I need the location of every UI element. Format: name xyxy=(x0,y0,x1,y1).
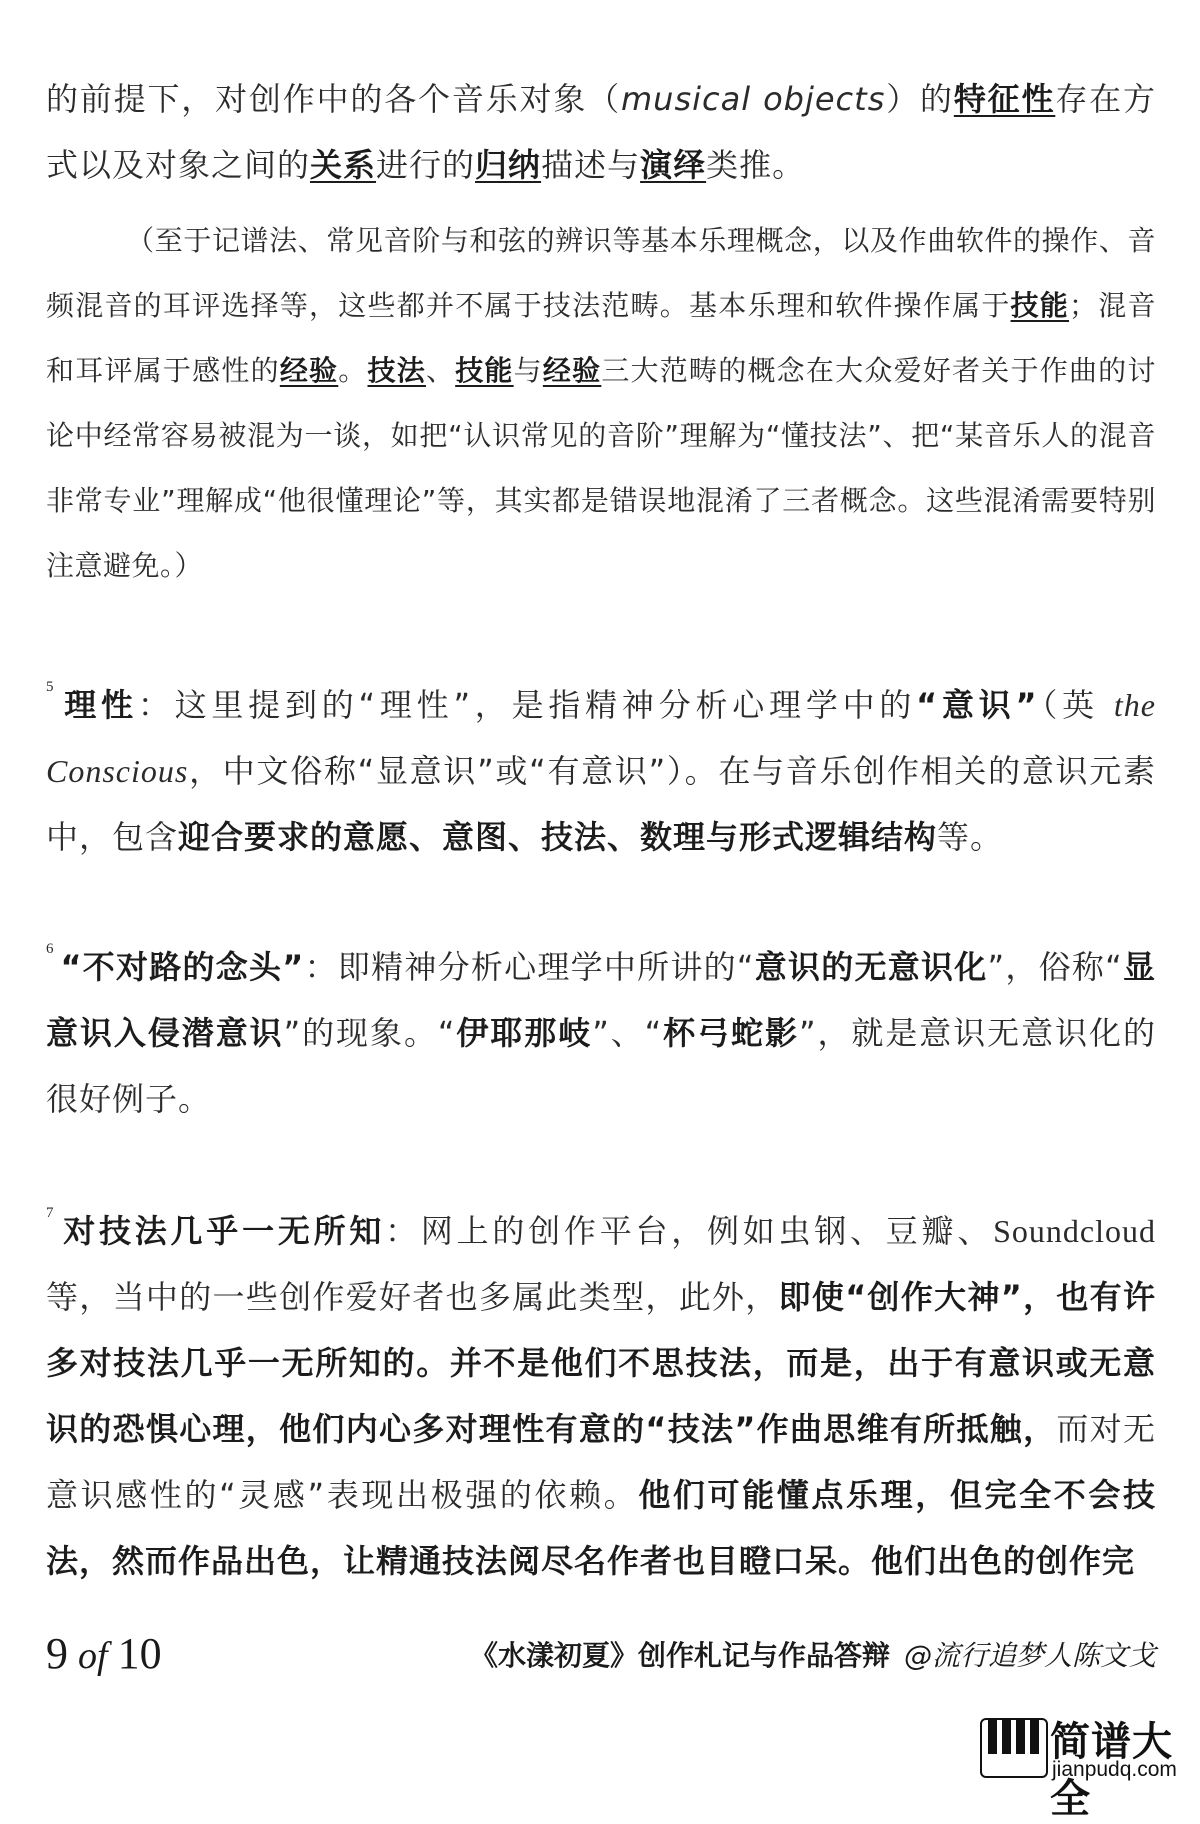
footnote-term: 对技法几乎一无所知 xyxy=(60,1212,386,1250)
footnote-term: 理性 xyxy=(60,686,138,724)
keyword-feature: 特征性 xyxy=(953,80,1056,118)
footnote-number: 5 xyxy=(46,679,55,695)
keyword-skill-2: 技能 xyxy=(455,354,514,387)
keyword-experience: 经验 xyxy=(279,354,339,387)
watermark-url: jianpudq.com xyxy=(1052,1758,1177,1781)
author-handle: @流行追梦人陈文戈 xyxy=(903,1639,1156,1672)
keyword-relation: 关系 xyxy=(310,146,377,184)
footnote-5: $^5$ 理性：这里提到的“理性”，是指精神分析心理学中的“意识”（英 the Conscious，中文俗称“显意识”或“有意识”）。在与音乐创作相关的意识元素中，包含迎合要求的意愿、意图、技法、数理与形式逻辑结构等。 xyxy=(46,679,1156,856)
footnote-term: “不对路的念头” xyxy=(60,948,305,986)
keyword-experience-2: 经验 xyxy=(542,354,602,387)
note-paragraph: （至于记谱法、常见音阶与和弦的辨识等基本乐理概念，以及作曲软件的操作、音频混音的耳评选择等，这些都并不属于技法范畴。基本乐理和软件操作属于技能；混音和耳评属于感性的经验。技法、技能与经验三大范畴的概念在大众爱好者关于作曲的讨论中经常容易被混为一谈，如把“认识常见的音阶”理解为“懂技法”、把“某音乐人的混音非常专业”理解成“他很懂理论”等，其实都是错误地混淆了三者概念。这些混淆需要特别注意避免。） xyxy=(46,224,1156,582)
piano-keys-icon xyxy=(980,1718,1048,1778)
watermark-name: 简谱大全 xyxy=(1050,1719,1173,1822)
footnote-7: $^7$ 对技法几乎一无所知：网上的创作平台，例如虫钢、豆瓣、Soundcloud 等，当中的一些创作爱好者也多属此类型，此外，即使“创作大神”，也有许多对技法几乎一无所知的。并不是他们不思技法，而是，出于有意识或无意识的恐惧心理，他们内心多对理性有意的“技法”作曲思维有所抵触，而对无意识感性的“灵感”表现出极强的依赖。他们可能懂点乐理，但完全不会技法，然而作品出色，让精通技法阅尽名作者也目瞪口呆。他们出色的创作完 xyxy=(46,1205,1156,1580)
footnote-number: 6 xyxy=(46,941,55,957)
footnote-number: 7 xyxy=(46,1205,55,1221)
keyword-technique: 技法 xyxy=(367,354,426,387)
paragraph-top: 的前提下，对创作中的各个音乐对象（musical objects）的特征性存在方式以及对象之间的关系进行的归纳描述与演绎类推。 xyxy=(46,80,1156,184)
document-footer-title: 《水漾初夏》创作札记与作品答辩 @流行追梦人陈文戈 xyxy=(469,1639,1156,1672)
watermark-logo xyxy=(976,1700,1200,1822)
keyword-deduction: 演绎 xyxy=(640,146,707,184)
page-number: 9 of 10 xyxy=(46,1629,162,1678)
keyword-skill: 技能 xyxy=(1010,289,1070,322)
footnote-6: $^6$ “不对路的念头”：即精神分析心理学中所讲的“意识的无意识化”，俗称“显意识入侵潜意识”的现象。“伊耶那岐”、“杯弓蛇影”，就是意识无意识化的很好例子。 xyxy=(46,941,1156,1118)
keyword-induction: 归纳 xyxy=(475,146,542,184)
